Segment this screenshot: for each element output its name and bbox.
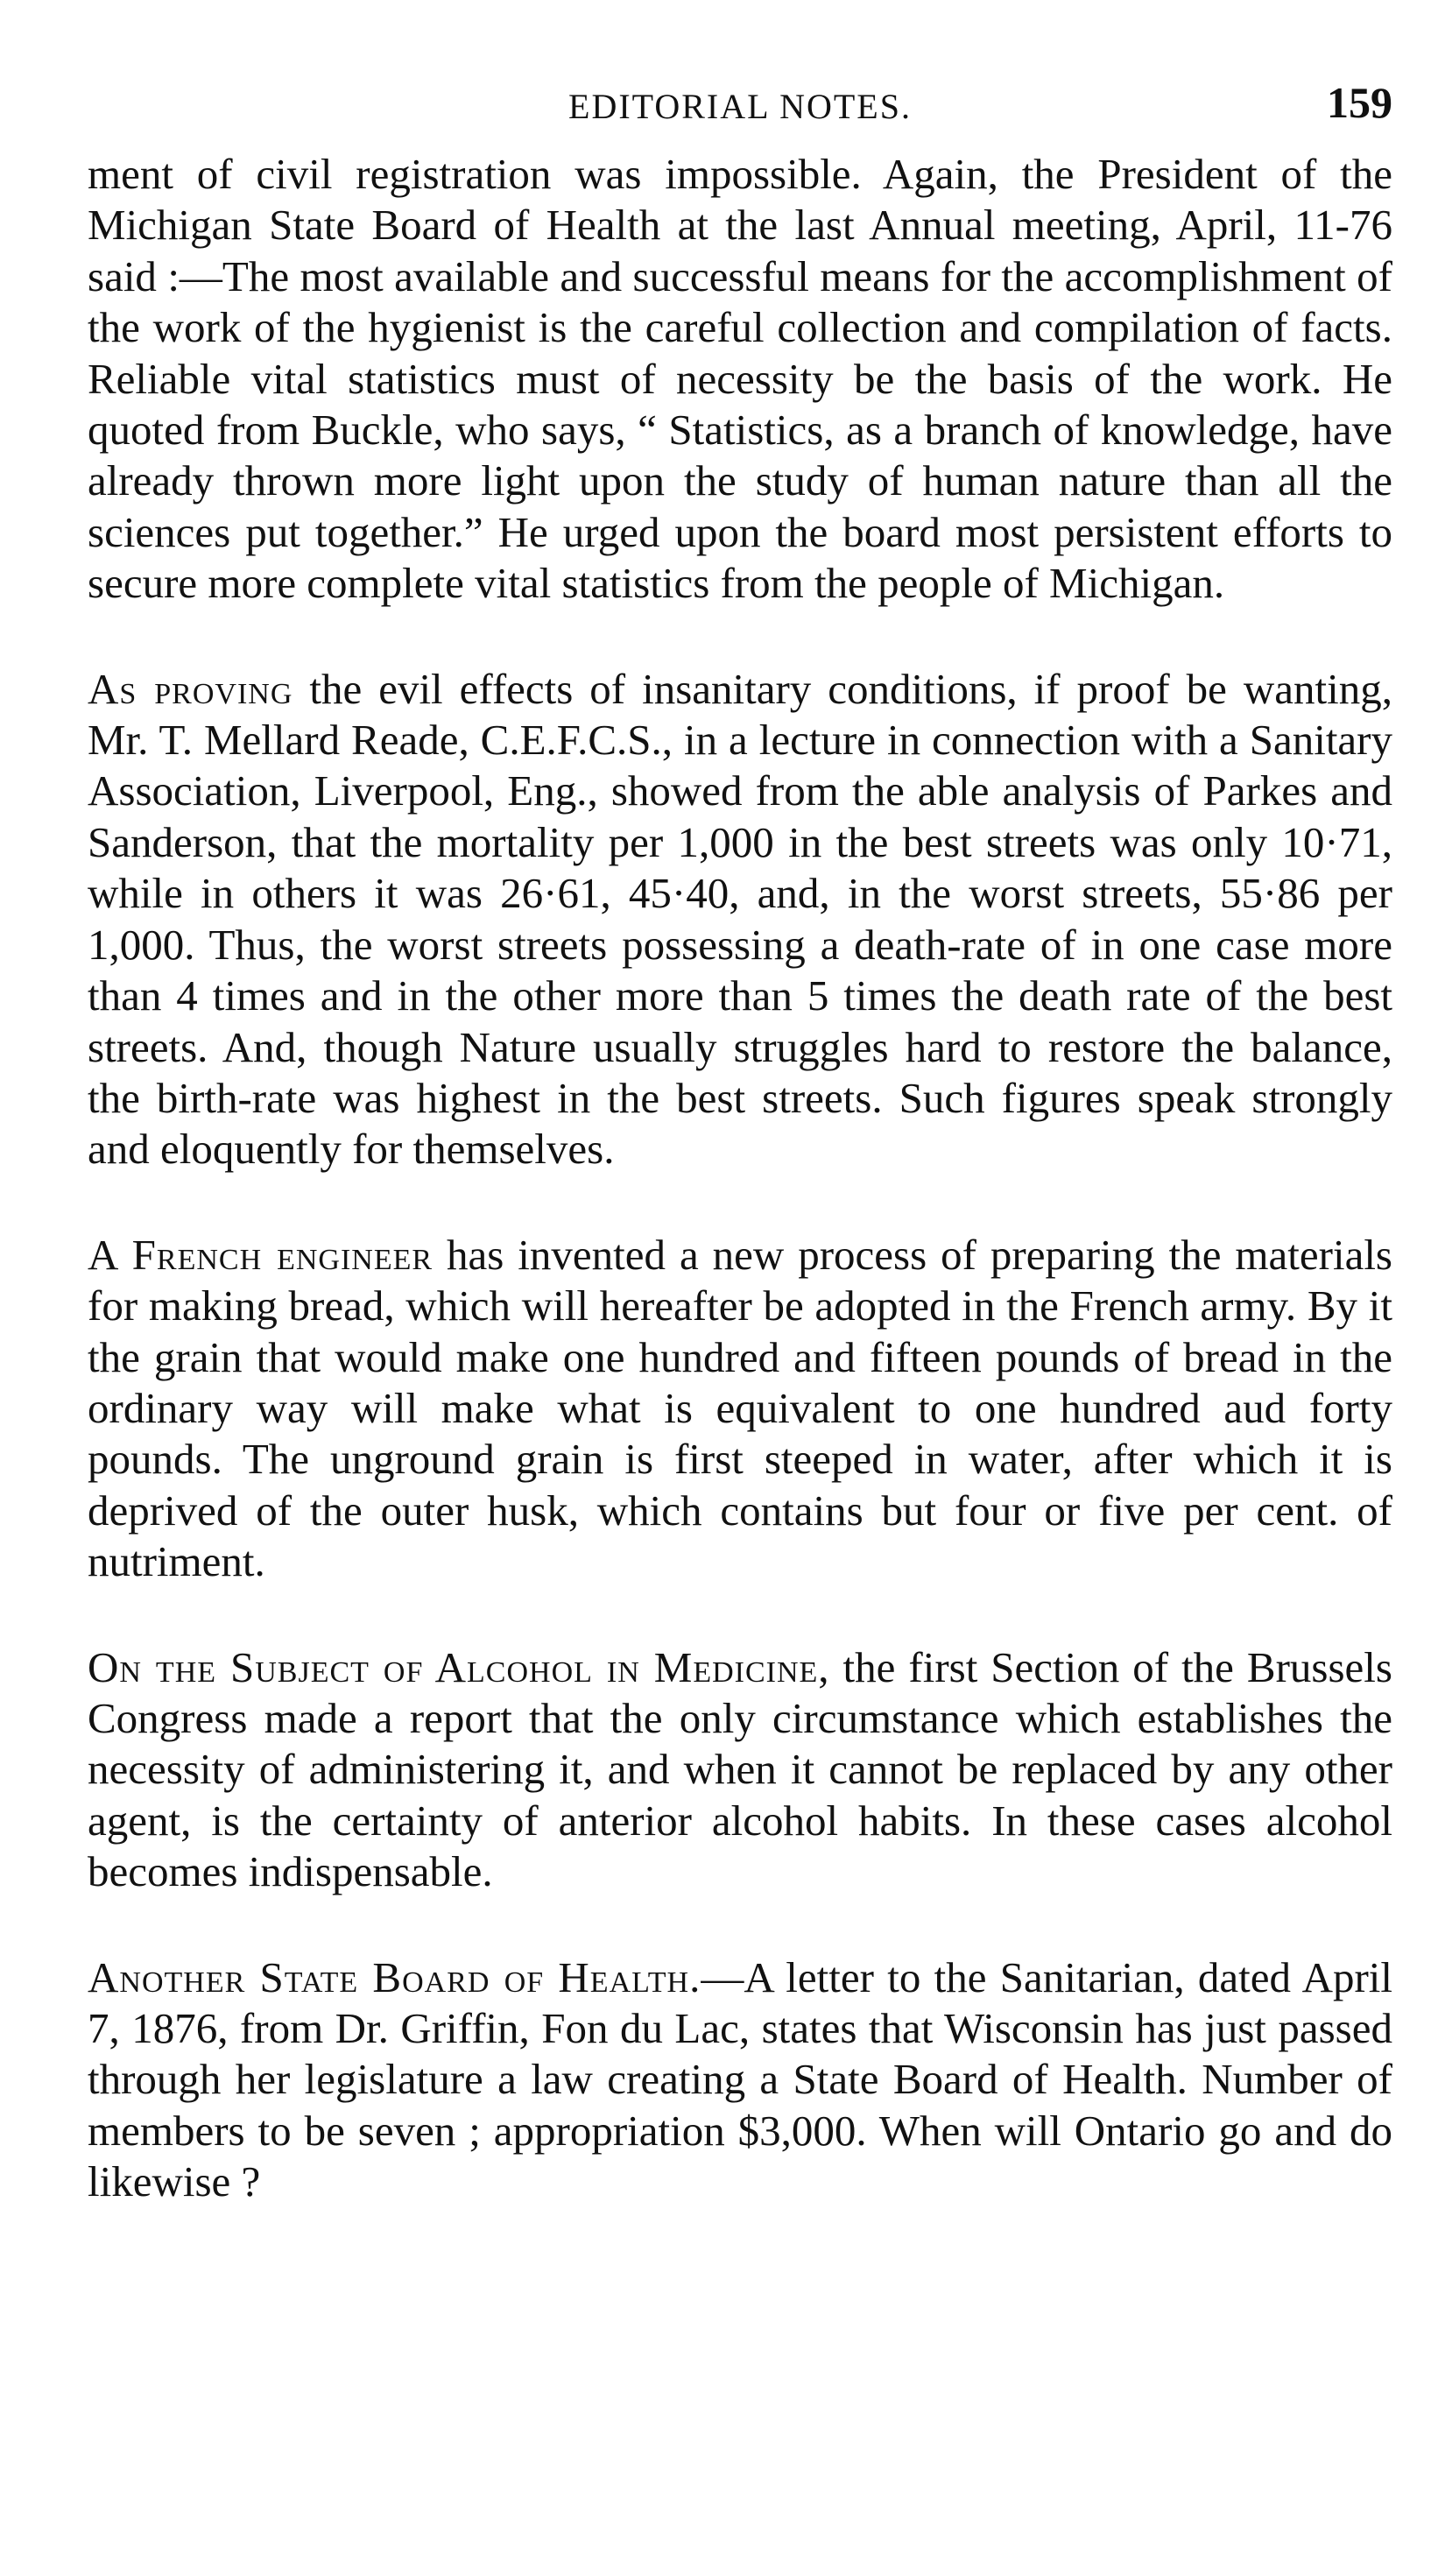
paragraph-insanitary-conditions [88, 664, 1392, 1175]
paragraph-text: the evil effects of insanitary conditions, if proof be wanting, Mr. T. Mellard Reade, C.E.F.C.S., in a lecture in connection with a Sanitary Association, Liverpool, Eng., showed from the able analysis of Parkes and Sanderson, that the mortality per 1,000 in the best streets was only 10·71, while in others it was 26·61, 45·40, and, in the worst streets, 55·86 per 1,000. Thus, the worst streets possessing a death-rate of in one case more than 4 times and in the other more than 5 times the death rate of the best streets. And, though Nature usually struggles hard to restore the balance, the birth-rate was highest in the best streets. Such figures speak strongly and eloquently for themselves. [88, 664, 1392, 1174]
paragraph-lead: On the Subject of Alcohol in Medicine, [88, 1642, 830, 1691]
paragraph-text: has invented a new process of preparing the materials for making bread, which will hereafter be adopted in the French army. By it the grain that would make one hundred and fifteen pounds of bread in the ordinary way will make what is equivalent to one hundred aud forty pounds. The unground grain is first steeped in water, after which it is deprived of the outer husk, which contains but four or five per cent. of nutriment. [88, 1230, 1393, 1586]
paragraph-lead: Another State Board of Health. [88, 1952, 701, 2001]
paragraph-civil-registration [88, 149, 1392, 610]
paragraph-state-board-of-health [88, 1952, 1392, 2208]
paragraph-lead: As proving [88, 664, 293, 713]
running-head [88, 70, 1392, 140]
paragraph-text: the first Section of the Brussels Congress made a report that the only circumstance which establishes the necessity of administering it, and when it cannot be replaced by any other agent, is the certainty of anterior alcohol habits. In these cases alcohol becomes indispensable. [88, 1642, 1392, 1896]
paragraph-text: ment of civil registration was impossible. Again, the President of the Michigan State Board of Health at the last Annual meeting, April, 11-76 said :—The most available and successful means for the accomplishment of the work of the hygienist is the careful collection and compilation of facts. Reliable vital statistics must of necessity be the basis of the work. He quoted from Buckle, who says, “ Statistics, as a branch of knowledge, have already thrown more light upon the study of human nature than all the sciences put together.” He urged upon the board most persistent efforts to secure more complete vital statistics from the people of Michigan. [88, 150, 1392, 608]
paragraph-french-engineer [88, 1230, 1392, 1588]
document-page [88, 70, 1392, 2208]
paragraph-text: —A letter to the Sanitarian, dated April 7, 1876, from Dr. Griffin, Fon du Lac, states that Wisconsin has just passed through her legislature a law creating a State Board of Health. Number of members to be seven ; appropriation $3,000. When will Ontario go and do likewise ? [88, 1952, 1393, 2206]
page-number: 159 [1327, 78, 1392, 127]
paragraph-lead: A French engineer [88, 1230, 434, 1279]
running-title: EDITORIAL NOTES. [568, 87, 912, 126]
paragraph-alcohol-in-medicine [88, 1642, 1392, 1898]
